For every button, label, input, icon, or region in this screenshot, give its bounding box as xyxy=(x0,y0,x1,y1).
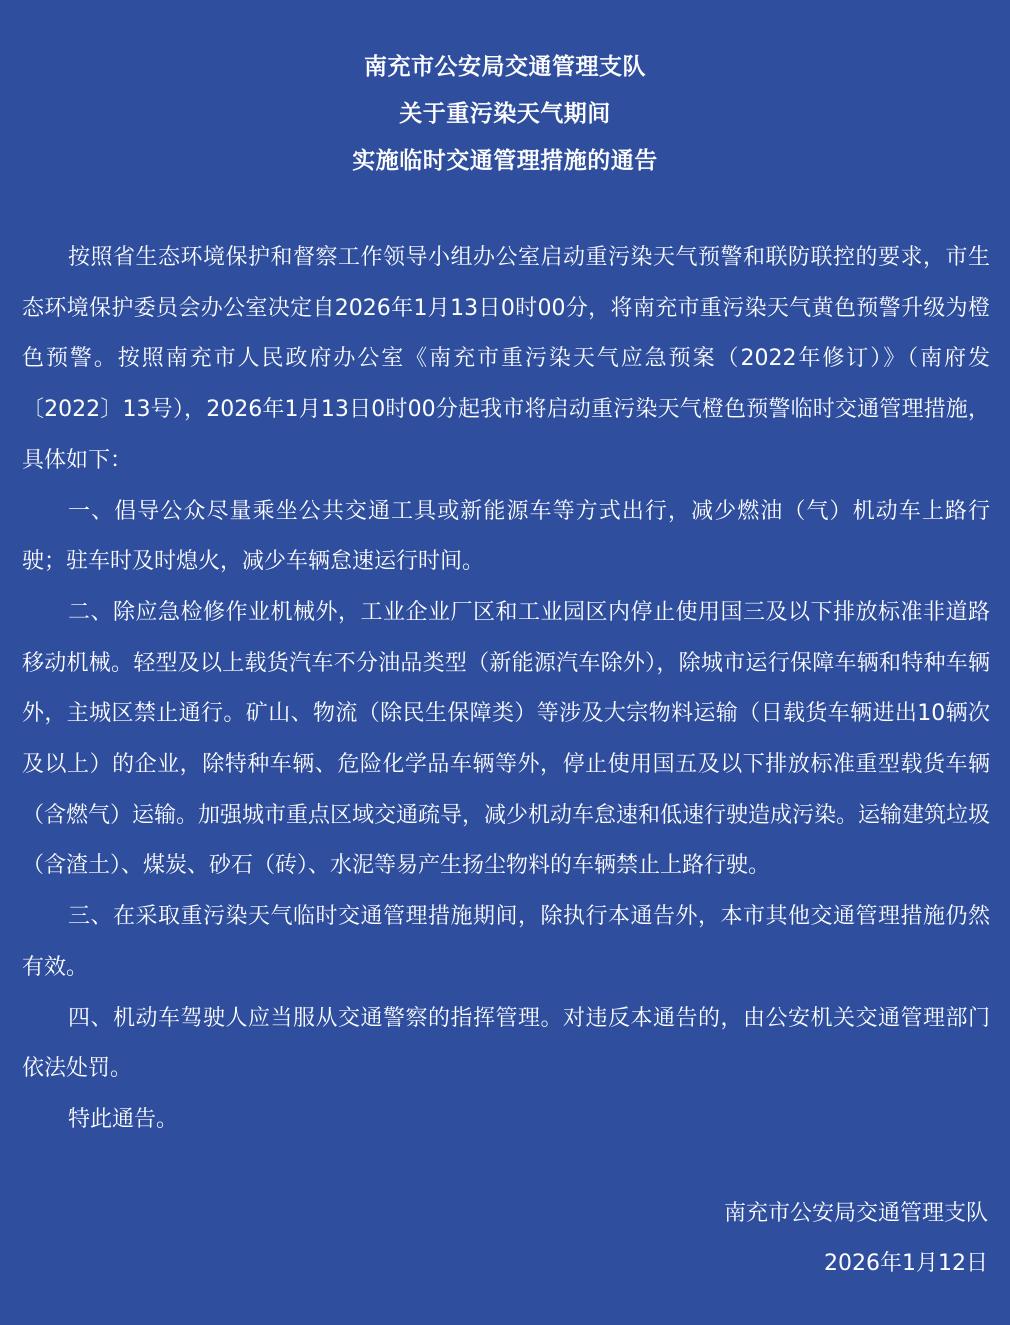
signature-date: 2026年1月12日 xyxy=(824,1251,988,1276)
intro-paragraph: 按照省生态环境保护和督察工作领导小组办公室启动重污染天气预警和联防联控的要求，市生态环境保护委员会办公室决定自2026年1月13日0时00分，将南充市重污染天气黄色预警升级为橙色预警。按照南充市人民政府办公室《南充市重污染天气应急预案（2022年修订）》（南府发〔2022〕13号），2026年1月13日0时00分起我市将启动重污染天气橙色预警临时交通管理措施，具体如下： xyxy=(22,245,990,473)
signature-organization: 南充市公安局交通管理支队 xyxy=(723,1201,988,1226)
measure-2-paragraph: 二、除应急检修作业机械外，工业企业厂区和工业园区内停止使用国三及以下排放标准非道路移动机械。轻型及以上载货汽车不分油品类型（新能源汽车除外），除城市运行保障车辆和特种车辆外，主城区禁止通行。矿山、物流（除民生保障类）等涉及大宗物料运输（日载货车辆进出10辆次及以上）的企业，除特种车辆、危险化学品车辆等外，停止使用国五及以下排放标准重型载货车辆（含燃气）运输。加强城市重点区域交通疏导，减少机动车怠速和低速行驶造成污染。运输建筑垃圾（含渣土）、煤炭、砂石（砖）、水泥等易产生扬尘物料的车辆禁止上路行驶。 xyxy=(22,599,991,879)
notice-title xyxy=(0,44,1010,185)
title-line-1: 南充市公安局交通管理支队 xyxy=(364,54,646,80)
notice-body xyxy=(22,233,990,1146)
measure-1-paragraph: 一、倡导公众尽量乘坐公共交通工具或新能源车等方式出行，减少燃油（气）机动车上路行驶；驻车时及时熄火，减少车辆怠速运行时间。 xyxy=(22,498,990,575)
title-line-3: 实施临时交通管理措施的通告 xyxy=(352,148,658,174)
measure-4-paragraph: 四、机动车驾驶人应当服从交通警察的指挥管理。对违反本通告的，由公安机关交通管理部门依法处罚。 xyxy=(22,1005,990,1082)
closing-paragraph: 特此通告。 xyxy=(68,1106,179,1132)
title-line-2: 关于重污染天气期间 xyxy=(399,101,611,127)
measure-3-paragraph: 三、在采取重污染天气临时交通管理措施期间，除执行本通告外，本市其他交通管理措施仍然有效。 xyxy=(22,904,990,980)
